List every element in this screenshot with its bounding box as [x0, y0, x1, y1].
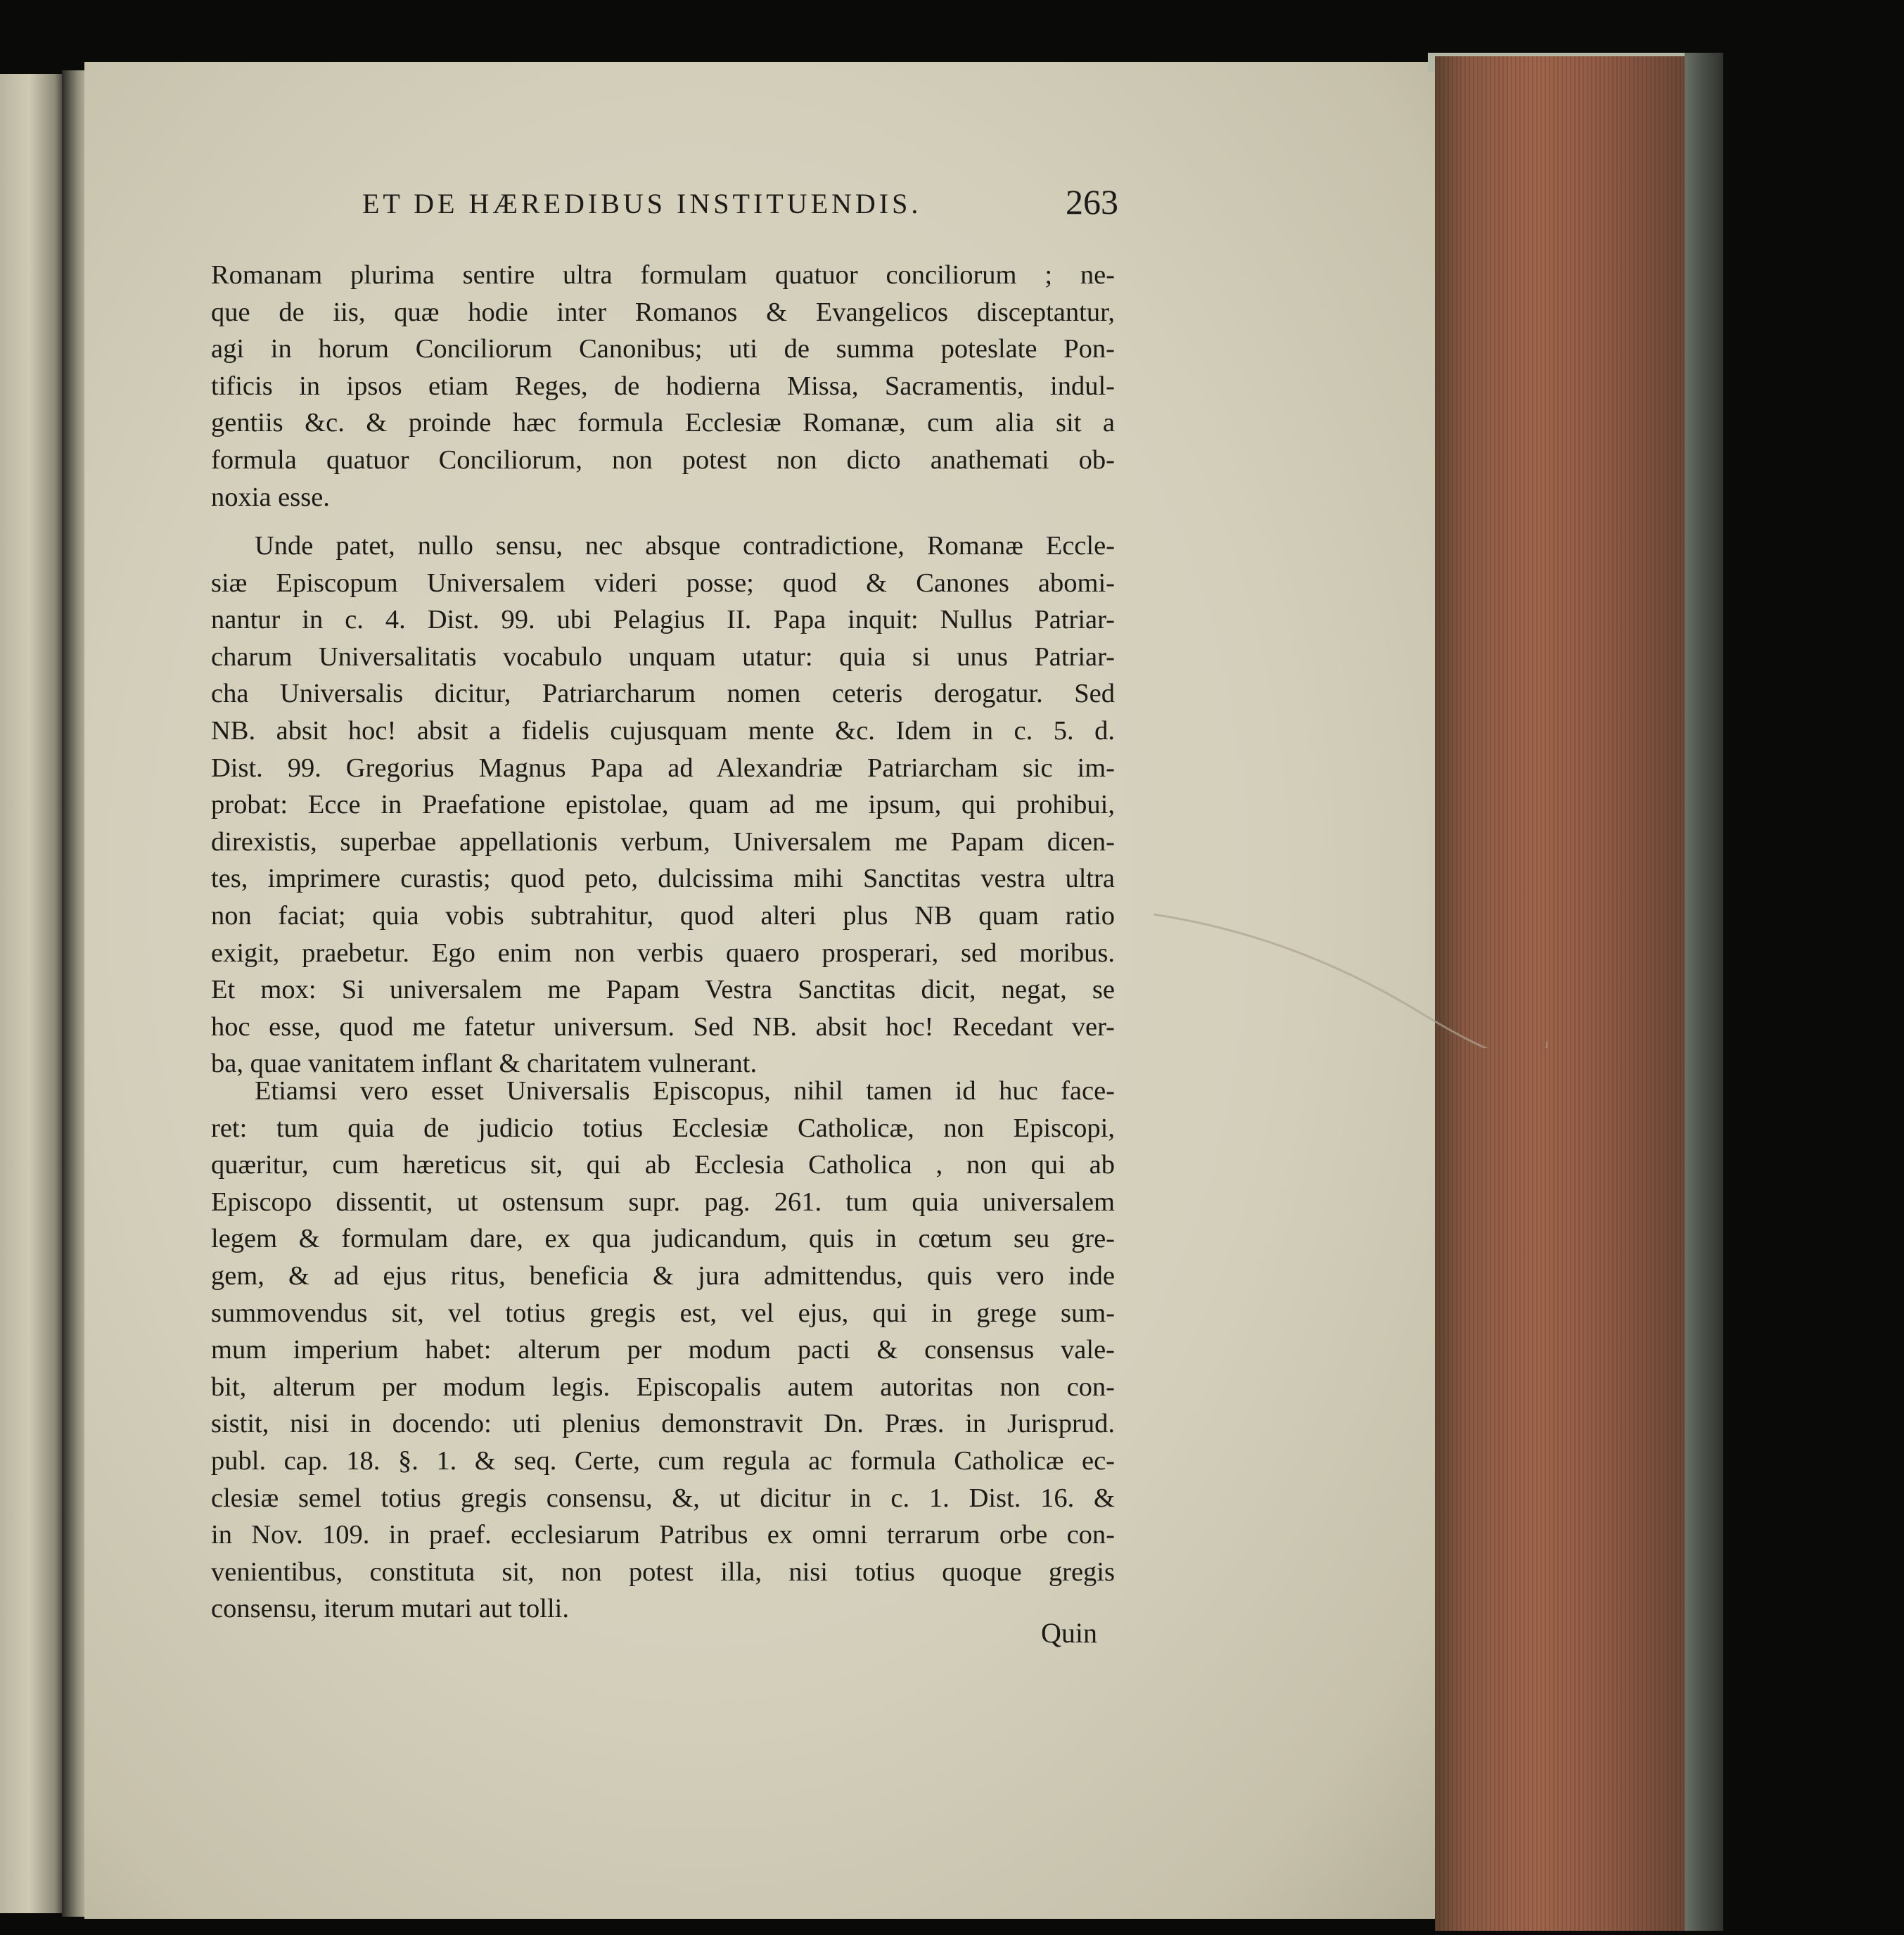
- text-line: tificis in ipsos etiam Reges, de hodierna Missa, Sacramentis, indul-: [211, 371, 1115, 401]
- page-number: 263: [1066, 182, 1118, 222]
- text-line: ret: tum quia de judicio totius Ecclesiæ Catholicæ, non Episcopi,: [211, 1113, 1115, 1143]
- text-line: que de iis, quæ hodie inter Romanos & Evangelicos disceptantur,: [211, 297, 1115, 327]
- previous-page-edge: [0, 74, 65, 1913]
- text-line: hoc esse, quod me fatetur universum. Sed NB. absit hoc! Recedant ver-: [211, 1011, 1115, 1042]
- text-line: cha Universalis dicitur, Patriarcharum nomen ceteris derogatur. Sed: [211, 679, 1115, 709]
- running-head: [211, 181, 1118, 231]
- text-line: Dist. 99. Gregorius Magnus Papa ad Alexandriæ Patriarcham sic im-: [211, 753, 1115, 783]
- text-line: tes, imprimere curastis; quod peto, dulcissima mihi Sanctitas vestra ultra: [211, 864, 1115, 894]
- text-line: charum Universalitatis vocabulo unquam utatur: quia si unus Patriar-: [211, 641, 1115, 672]
- text-line: clesiæ semel totius gregis consensu, &, ut dicitur in c. 1. Dist. 16. &: [211, 1483, 1115, 1513]
- text-line: noxia esse.: [211, 482, 330, 512]
- text-line: Episcopo dissentit, ut ostensum supr. pag. 261. tum quia universalem: [211, 1187, 1115, 1217]
- text-line: sistit, nisi in docendo: uti plenius demonstravit Dn. Præs. in Jurisprud.: [211, 1409, 1115, 1439]
- text-line: Et mox: Si universalem me Papam Vestra Sanctitas dicit, negat, se: [211, 975, 1115, 1005]
- text-line: agi in horum Conciliorum Canonibus; uti de summa poteslate Pon-: [211, 334, 1115, 364]
- catchword: Quin: [1041, 1617, 1097, 1649]
- text-line: nantur in c. 4. Dist. 99. ubi Pelagius II. Papa inquit: Nullus Patriar-: [211, 605, 1115, 635]
- text-line: summovendus sit, vel totius gregis est, vel ejus, qui in grege sum-: [211, 1298, 1115, 1328]
- text-line: venientibus, constituta sit, non potest illa, nisi totius quoque gregis: [211, 1557, 1115, 1587]
- text-line: exigit, praebetur. Ego enim non verbis quaero prosperari, sed moribus.: [211, 938, 1115, 968]
- text-line: mum imperium habet: alterum per modum pacti & consensus vale-: [211, 1335, 1115, 1365]
- text-line: non faciat; quia vobis subtrahitur, quod alteri plus NB quam ratio: [211, 900, 1115, 931]
- text-line: legem & formulam dare, ex qua judicandum, quis in cœtum seu gre-: [211, 1224, 1115, 1254]
- text-line: Romanam plurima sentire ultra formulam quatuor conciliorum ; ne-: [211, 260, 1115, 290]
- paragraph-1: [211, 257, 1115, 516]
- text-line: publ. cap. 18. §. 1. & seq. Certe, cum regula ac formula Catholicæ ec-: [211, 1445, 1115, 1476]
- text-line: bit, alterum per modum legis. Episcopalis autem autoritas non con-: [211, 1372, 1115, 1402]
- text-line: Unde patet, nullo sensu, nec absque contradictione, Romanæ Eccle-: [255, 531, 1115, 561]
- text-line: gentiis &c. & proinde hæc formula Ecclesiæ Romanæ, cum alia sit a: [211, 408, 1115, 438]
- running-title: ET DE HÆREDIBUS INSTITUENDIS.: [362, 188, 922, 219]
- book-cover-edge: [1685, 53, 1723, 1931]
- text-line: ba, quae vanitatem inflant & charitatem vulnerant.: [211, 1049, 758, 1079]
- text-line: consensu, iterum mutari aut tolli.: [211, 1594, 569, 1624]
- text-line: Etiamsi vero esset Universalis Episcopus, nihil tamen id huc face-: [255, 1076, 1115, 1106]
- book-fore-edge: [1435, 56, 1688, 1931]
- text-line: siæ Episcopum Universalem videri posse; quod & Canones abomi-: [211, 568, 1115, 598]
- paragraph-2: [211, 528, 1115, 1083]
- text-line: direxistis, superbae appellationis verbum, Universalem me Papam dicen-: [211, 826, 1115, 857]
- paragraph-3: [211, 1073, 1115, 1628]
- text-line: formula quatuor Conciliorum, non potest non dicto anathemati ob-: [211, 445, 1115, 475]
- text-line: quæritur, cum hæreticus sit, qui ab Ecclesia Catholica , non qui ab: [211, 1150, 1115, 1180]
- text-line: in Nov. 109. in praef. ecclesiarum Patribus ex omni terrarum orbe con-: [211, 1520, 1115, 1550]
- text-line: NB. absit hoc! absit a fidelis cujusquam mente &c. Idem in c. 5. d.: [211, 715, 1115, 746]
- text-line: probat: Ecce in Praefatione epistolae, quam ad me ipsum, qui prohibui,: [211, 790, 1115, 820]
- text-line: gem, & ad ejus ritus, beneficia & jura admittendus, quis vero inde: [211, 1260, 1115, 1291]
